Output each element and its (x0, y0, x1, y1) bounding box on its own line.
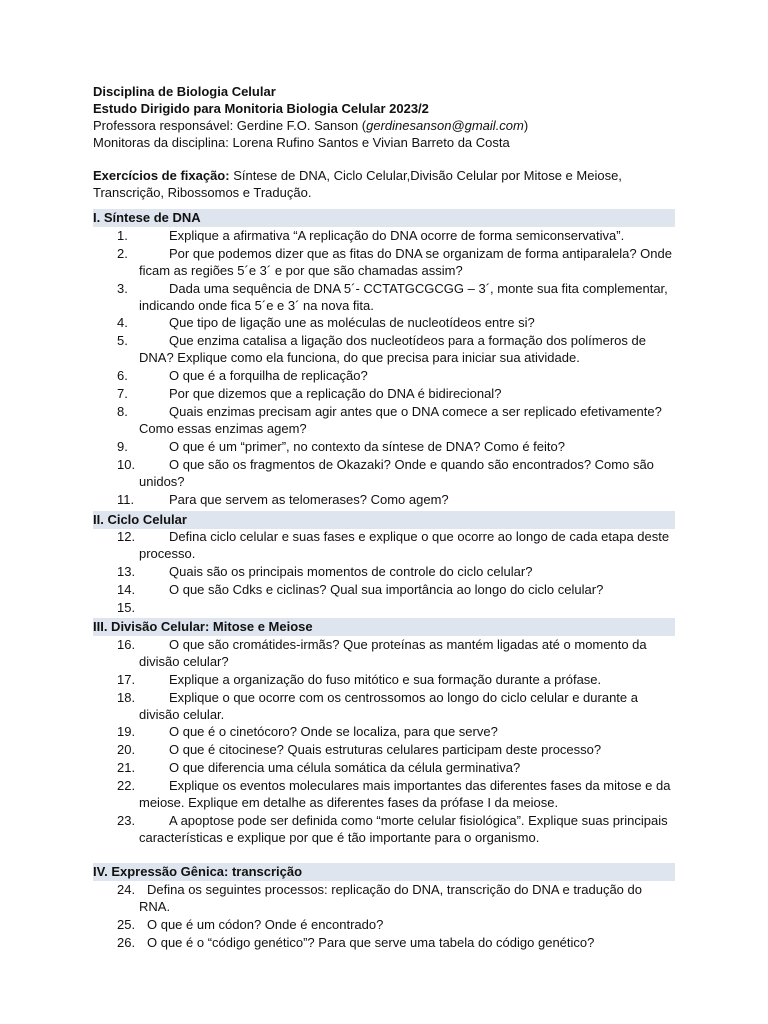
question-text: O que é o “código genético”? Para que serve uma tabela do código genético? (147, 934, 595, 950)
section-title-cell-cycle: II. Ciclo Celular (93, 511, 675, 529)
question-item (93, 600, 675, 617)
question-text: O que é a forquilha de replicação? (169, 368, 368, 384)
question-number: 19. (117, 724, 136, 740)
question-text: Que tipo de ligação une as moléculas de nucleotídeos entre si? (169, 315, 535, 331)
question-text: A apoptose pode ser definida como “morte celular fisiológica”. Explique suas principais características e explique por que é tão importante para o organismo. (139, 813, 668, 845)
question-item (93, 934, 675, 952)
question-number: 22. (117, 778, 136, 794)
question-text: O que é o cinetócoro? Onde se localiza, para que serve? (169, 724, 498, 740)
course-title: Disciplina de Biologia Celular (93, 84, 276, 99)
question-item (93, 564, 675, 582)
question-number: 23. (117, 813, 136, 829)
question-list (93, 227, 768, 509)
question-text: Que enzima catalisa a ligação dos nucleotídeos para a formação dos polímeros de DNA? Explique como ela funciona, do que precisa para iniciar sua atividade. (139, 333, 646, 366)
question-item (93, 636, 675, 671)
section-title-gene-expression: IV. Expressão Gênica: transcrição (93, 863, 675, 881)
section-title-dna-synthesis: I. Síntese de DNA (93, 209, 675, 227)
professor-line (93, 118, 768, 135)
question-item (93, 689, 675, 724)
question-text: Para que servem as telomerases? Como agem? (169, 491, 449, 507)
question-number: 4. (117, 315, 128, 331)
question-number: 12. (117, 529, 136, 545)
question-item (93, 881, 675, 916)
spacer (93, 152, 768, 168)
question-number: 20. (117, 742, 136, 758)
question-text: Defina os seguintes processos: replicação do DNA, transcrição do DNA e tradução do RNA. (139, 881, 642, 914)
question-number: 6. (117, 368, 128, 384)
question-number: 24. (117, 881, 136, 897)
question-item (93, 280, 675, 315)
question-number: 18. (117, 689, 136, 705)
question-item (93, 916, 675, 934)
question-number: 7. (117, 386, 128, 402)
question-item (93, 491, 675, 509)
question-item (93, 813, 675, 848)
professor-label: Professora responsável: Gerdine F.O. Sanson ( (93, 117, 367, 133)
question-item (93, 671, 675, 689)
question-item (93, 386, 675, 404)
question-number: 13. (117, 564, 136, 580)
intro-label: Exercícios de fixação: (93, 167, 230, 183)
question-text: O que diferencia uma célula somática da célula germinativa? (169, 760, 521, 776)
question-text: Quais são os principais momentos de controle do ciclo celular? (169, 564, 533, 580)
question-item (93, 760, 675, 778)
question-text: Quais enzimas precisam agir antes que o DNA comece a ser replicado efetivamente? Como essas enzimas agem? (139, 404, 662, 436)
question-text: Explique a afirmativa “A replicação do DNA ocorre de forma semiconservativa”. (169, 227, 625, 243)
question-text: Explique o que ocorre com os centrossomos ao longo do ciclo celular e durante a divisão celular. (139, 689, 638, 722)
question-number: 1. (117, 227, 128, 243)
section-title-cell-division: III. Divisão Celular: Mitose e Meiose (93, 618, 675, 636)
question-item (93, 315, 675, 333)
question-item (93, 368, 675, 386)
intro-text: Síntese de DNA, Ciclo Celular,Divisão Celular por Mitose e Meiose, Transcrição, Ribossomos e Tradução. (93, 167, 622, 200)
question-item (93, 742, 675, 760)
question-item (93, 456, 675, 491)
question-number: 15. (117, 600, 136, 616)
question-number: 25. (117, 916, 136, 932)
question-number: 17. (117, 671, 136, 687)
question-number: 9. (117, 438, 128, 454)
question-number: 2. (117, 245, 128, 261)
question-number: 3. (117, 280, 128, 296)
question-number: 10. (117, 456, 136, 472)
question-text: Explique os eventos moleculares mais importantes das diferentes fases da mitose e da meiose. Explique em detalhe as diferentes fases da prófase I da meiose. (139, 778, 671, 811)
question-item (93, 245, 675, 280)
question-number: 5. (117, 333, 128, 349)
question-text: Defina ciclo celular e suas fases e explique o que ocorre ao longo de cada etapa deste processo. (139, 529, 670, 562)
professor-suffix: ) (523, 117, 529, 133)
question-item (93, 333, 675, 368)
question-text: O que é citocinese? Quais estruturas celulares participam deste processo? (169, 742, 602, 758)
question-text: O que são Cdks e ciclinas? Qual sua importância ao longo do ciclo celular? (169, 582, 604, 598)
question-text: Explique a organização do fuso mitótico e sua formação durante a prófase. (169, 671, 602, 687)
question-number: 21. (117, 760, 136, 776)
question-list (93, 636, 768, 847)
question-text: O que é um códon? Onde é encontrado? (147, 916, 384, 932)
intro-paragraph (93, 168, 675, 202)
question-text: O que são os fragmentos de Okazaki? Onde e quando são encontrados? Como são unidos? (139, 456, 654, 489)
question-item (93, 438, 675, 456)
question-item (93, 227, 675, 245)
question-text: Por que dizemos que a replicação do DNA é bidirecional? (169, 386, 502, 402)
question-text: O que são cromátides-irmãs? Que proteínas as mantém ligadas até o momento da divisão celular? (139, 636, 647, 669)
question-list (93, 881, 768, 952)
question-number: 11. (117, 491, 135, 507)
professor-email: gerdinesanson@gmail.com (366, 117, 524, 133)
question-number: 8. (117, 404, 128, 419)
question-text: Dada uma sequência de DNA 5´- CCTATGCGCGG – 3´, monte sua fita complementar, indicando onde fica 5´e e 3´ na nova fita. (139, 280, 668, 313)
question-text: O que é um “primer”, no contexto da síntese de DNA? Como é feito? (169, 438, 565, 454)
question-list (93, 529, 768, 617)
monitors-line: Monitoras da disciplina: Lorena Rufino Santos e Vivian Barreto da Costa (93, 134, 510, 150)
question-number: 26. (117, 934, 136, 950)
question-item (93, 778, 675, 813)
question-item (93, 582, 675, 600)
question-text: Por que podemos dizer que as fitas do DNA se organizam de forma antiparalela? Onde ficam as regiões 5´e 3´ e por que são chamadas assim? (139, 245, 672, 278)
question-number: 14. (117, 582, 136, 598)
study-guide-title: Estudo Dirigido para Monitoria Biologia Celular 2023/2 (93, 100, 429, 116)
spacer (93, 847, 768, 863)
question-number: 16. (117, 636, 136, 652)
question-item (93, 404, 675, 439)
question-item (93, 529, 675, 564)
question-item (93, 724, 675, 742)
